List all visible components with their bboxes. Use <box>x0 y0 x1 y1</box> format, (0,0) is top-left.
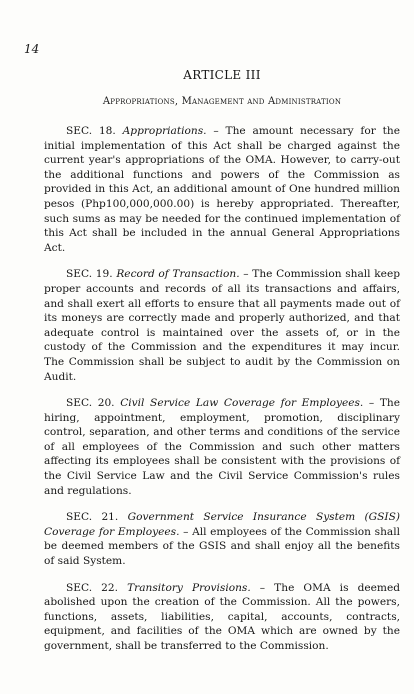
section-text: – The OMA is deemed abolished upon the creation of the Commission. All the powers, functions, assets, liabilities, capital, accounts, contracts, equipment, and facilities of the OMA which are owned by the government, shall be transferred to the Commission. <box>44 581 400 652</box>
section-20 <box>44 396 400 498</box>
section-text: – The hiring, appointment, employment, promotion, disciplinary control, separation, and other terms and conditions of the service of all employees of the Commission and such other matters affecting its employees shall be consistent with the provisions of the Civil Service Law and the Civil Service Commission's rules and regulations. <box>44 397 400 497</box>
section-label: SEC. 22. <box>66 581 119 594</box>
article-heading: ARTICLE III <box>183 68 261 82</box>
section-label: SEC. 19. <box>66 268 113 281</box>
section-text: – The Commission shall keep proper accounts and records of all its transactions and affairs, and shall exert all efforts to ensure that all payments made out of its moneys are correctly made and properly authorized, and that adequate control is maintained over the assets of, or in the custody of the Commission and the expenditures it may incur. The Commission shall be subject to audit by the Commission on Audit. <box>44 268 400 383</box>
section-label: SEC. 18. <box>66 125 116 137</box>
section-21 <box>44 510 400 568</box>
section-text: – The amount necessary for the initial implementation of this Act shall be charged against the current year's appropriations of the OMA. However, to carry-out the additional functions and powers of the Commission as provided in this Act, an additional amount of One hundred million pesos (Php100,000,000.00) is hereby appropriated. Thereafter, such sums as may be needed for the continued implementation of this Act shall be included in the annual General Appropriations Act. <box>44 125 400 254</box>
section-text: – All employees of the Commission shall be deemed members of the GSIS and shall enjoy all the benefits of said System. <box>44 525 400 568</box>
section-heading: Record of Transaction. <box>116 268 240 281</box>
section-label: SEC. 21. <box>66 511 119 524</box>
section-22 <box>44 581 400 654</box>
section-18 <box>44 124 400 255</box>
page-number: 14 <box>24 42 40 56</box>
article-title: Appropriations, Management and Administration <box>102 96 342 107</box>
section-heading: Civil Service Law Coverage for Employees. <box>120 397 364 410</box>
article-body <box>44 124 400 666</box>
section-19 <box>44 267 400 384</box>
section-heading: Appropriations. <box>122 125 207 137</box>
section-label: SEC. 20. <box>66 397 115 410</box>
section-heading: Transitory Provisions. <box>127 581 251 594</box>
section-heading: Government Service Insurance System (GSIS) Coverage for Employees. <box>44 511 400 538</box>
